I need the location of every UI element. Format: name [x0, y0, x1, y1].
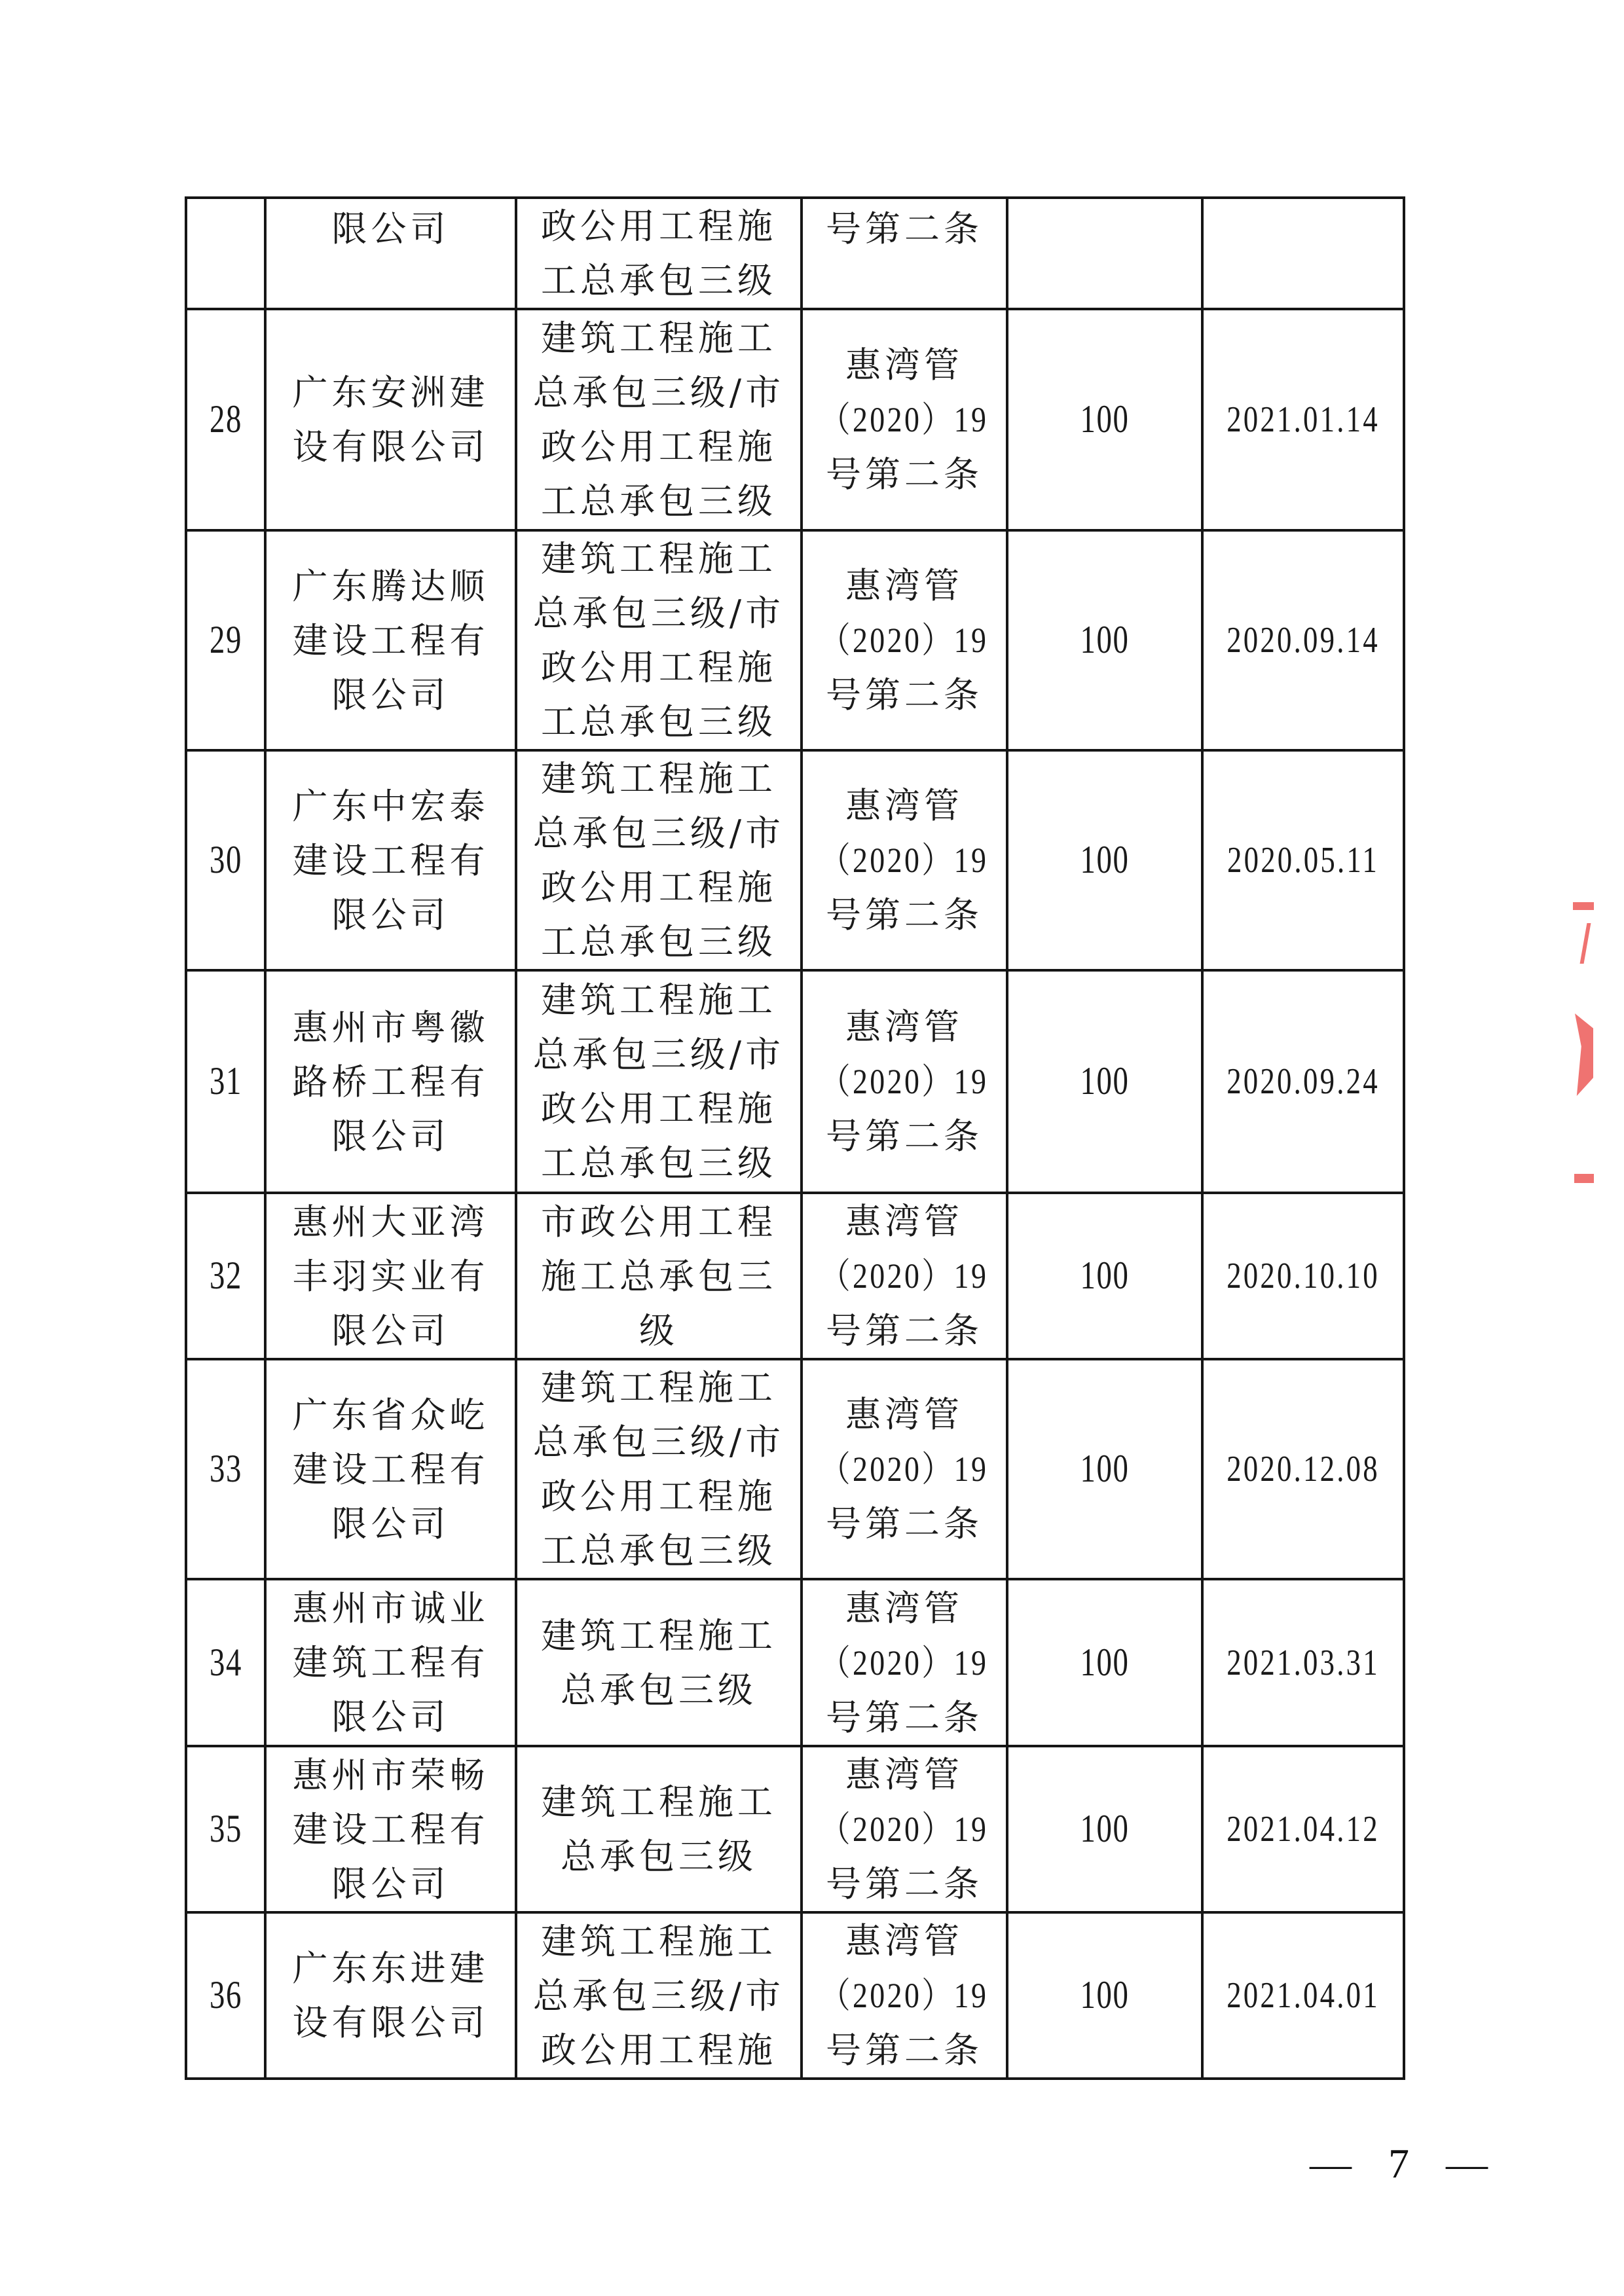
cell-score [1007, 198, 1202, 309]
score-value: 100 [1080, 1807, 1130, 1850]
basis-line: 号第二条 [826, 1310, 983, 1351]
cell-date [1202, 1359, 1404, 1579]
cell-company [265, 1746, 516, 1912]
date-value: 2021.01.14 [1227, 399, 1380, 440]
date-value: 2020.09.14 [1227, 620, 1380, 661]
cell-date [1202, 198, 1404, 309]
qualification-line: 政公用工程施 [541, 206, 777, 247]
basis-line: 惠湾管 [845, 1587, 963, 1629]
basis-line: 惠湾管 [845, 785, 963, 826]
score-value: 100 [1080, 1640, 1130, 1684]
company-line: 广东安洲建 [292, 372, 489, 413]
company-line: 限公司 [331, 894, 450, 936]
qualification-line: 政公用工程施 [541, 647, 777, 688]
row-index: 34 [209, 1640, 242, 1684]
basis-line: 惠湾管 [845, 565, 963, 606]
page-number: — 7 — [1310, 2140, 1501, 2187]
basis-line: 惠湾管 [845, 1201, 963, 1242]
date-value: 2020.09.24 [1227, 1061, 1380, 1102]
qualification-line: 政公用工程施 [541, 1476, 777, 1517]
row-index: 29 [209, 618, 242, 661]
cell-score [1007, 750, 1202, 970]
score-value: 100 [1080, 1059, 1130, 1102]
cell-qualification [516, 309, 802, 530]
score-value: 100 [1080, 397, 1130, 441]
cell-qualification [516, 1359, 802, 1579]
company-line: 广东腾达顺 [292, 565, 489, 607]
row-index: 32 [209, 1254, 242, 1297]
qualification-line: 总承包三级/市 [532, 1421, 785, 1463]
cell-basis [802, 1359, 1007, 1579]
cell-company [265, 1912, 516, 2079]
basis-line: 号第二条 [826, 1116, 983, 1157]
basis-line: （2020）19 [820, 400, 989, 439]
company-line: 建设工程有 [292, 619, 489, 661]
cell-index [186, 198, 265, 309]
qualification-line: 工总承包三级 [541, 1530, 777, 1571]
score-value: 100 [1080, 1973, 1130, 2016]
basis-line: 号第二条 [826, 894, 983, 936]
cell-qualification [516, 530, 802, 750]
company-line: 建设工程有 [292, 1808, 489, 1850]
cell-company [265, 1579, 516, 1746]
cell-qualification [516, 1746, 802, 1912]
cell-score [1007, 1579, 1202, 1746]
row-index: 30 [209, 838, 242, 881]
cell-basis [802, 1579, 1007, 1746]
basis-line: （2020）19 [820, 621, 989, 660]
qualification-line: 建筑工程施工 [541, 979, 777, 1021]
row-index: 33 [209, 1447, 242, 1490]
table-row [186, 1193, 1404, 1359]
cell-basis [802, 1193, 1007, 1359]
cell-company [265, 309, 516, 530]
cell-qualification [516, 750, 802, 970]
table-row [186, 1912, 1404, 2079]
qualification-line: 工总承包三级 [541, 1142, 777, 1184]
cell-company [265, 970, 516, 1193]
cell-qualification [516, 1579, 802, 1746]
company-line: 惠州市荣畅 [292, 1754, 489, 1796]
row-index: 28 [209, 397, 242, 441]
row-index: 31 [209, 1059, 242, 1102]
cell-date [1202, 1746, 1404, 1912]
basis-line: （2020）19 [820, 1810, 989, 1849]
cell-basis [802, 309, 1007, 530]
table-row [186, 750, 1404, 970]
company-line: 惠州市粤徽 [292, 1006, 489, 1048]
red-seal-fragment [1573, 902, 1594, 910]
cell-date [1202, 750, 1404, 970]
red-seal-fragment [1574, 1174, 1594, 1183]
qualification-line: 建筑工程施工 [541, 1920, 777, 1962]
qualification-line: 总承包三级/市 [532, 592, 785, 634]
company-line: 建设工程有 [292, 1448, 489, 1490]
qualification-line: 总承包三级/市 [532, 1034, 785, 1075]
basis-line: 惠湾管 [845, 1754, 963, 1795]
cell-basis [802, 1912, 1007, 2079]
cell-score [1007, 1912, 1202, 2079]
cell-index [186, 750, 265, 970]
table-body [186, 198, 1404, 2079]
qualification-line: 政公用工程施 [541, 867, 777, 908]
table-row [186, 970, 1404, 1193]
qualification-line: 总承包三级/市 [532, 812, 785, 854]
row-index: 35 [209, 1807, 242, 1850]
qualification-line: 建筑工程施工 [541, 1367, 777, 1408]
company-line: 广东中宏泰 [292, 785, 489, 827]
basis-line: （2020）19 [820, 1062, 989, 1101]
cell-basis [802, 1746, 1007, 1912]
company-line: 路桥工程有 [292, 1061, 489, 1102]
cell-company [265, 1359, 516, 1579]
qualification-line: 级 [639, 1309, 678, 1351]
red-seal-fragment [1575, 1013, 1593, 1096]
cell-qualification [516, 198, 802, 309]
basis-line: 惠湾管 [845, 1920, 963, 1961]
score-value: 100 [1080, 618, 1130, 661]
score-value: 100 [1080, 1447, 1130, 1490]
company-line: 限公司 [331, 1863, 450, 1904]
company-line: 惠州大亚湾 [292, 1201, 489, 1243]
basis-line: 号第二条 [826, 2030, 983, 2071]
company-line: 广东省众屹 [292, 1394, 489, 1436]
cell-date [1202, 309, 1404, 530]
cell-basis [802, 750, 1007, 970]
table-row-continued [186, 198, 1404, 309]
cell-score [1007, 309, 1202, 530]
qualification-line: 市政公用工程 [541, 1201, 777, 1243]
qualification-line: 建筑工程施工 [541, 318, 777, 359]
cell-score [1007, 1746, 1202, 1912]
qualification-line: 工总承包三级 [541, 701, 777, 742]
company-line: 建筑工程有 [292, 1642, 489, 1683]
cell-qualification [516, 1193, 802, 1359]
basis-line: 号第二条 [826, 674, 983, 716]
company-line: 限公司 [331, 1696, 450, 1738]
qualification-line: 工总承包三级 [541, 921, 777, 962]
cell-basis [802, 530, 1007, 750]
qualification-line: 建筑工程施工 [541, 758, 777, 799]
company-line: 限公司 [331, 1309, 450, 1351]
cell-basis [802, 970, 1007, 1193]
cell-index [186, 970, 265, 1193]
qualification-line: 政公用工程施 [541, 1088, 777, 1129]
company-line: 限公司 [331, 1503, 450, 1544]
qualification-line: 总承包三级/市 [532, 372, 785, 413]
company-line: 广东东进建 [292, 1948, 489, 1989]
cell-index [186, 1359, 265, 1579]
company-line: 惠州市诚业 [292, 1588, 489, 1629]
cell-index [186, 1579, 265, 1746]
qualification-line: 总承包三级 [561, 1836, 757, 1877]
basis-line: 惠湾管 [845, 1394, 963, 1435]
date-value: 2020.05.11 [1227, 840, 1379, 881]
cell-date [1202, 530, 1404, 750]
cell-basis [802, 198, 1007, 309]
date-value: 2020.10.10 [1227, 1256, 1380, 1296]
cell-index [186, 1746, 265, 1912]
company-line: 丰羽实业有 [292, 1255, 489, 1297]
cell-index [186, 1912, 265, 2079]
red-seal-fragment [1580, 923, 1591, 964]
basis-line: （2020）19 [820, 1643, 989, 1683]
company-line: 限公司 [331, 208, 450, 249]
cell-score [1007, 970, 1202, 1193]
qualification-line: 工总承包三级 [541, 260, 777, 301]
basis-line: 号第二条 [826, 208, 983, 249]
cell-date [1202, 1912, 1404, 2079]
qualification-line: 总承包三级/市 [532, 1975, 785, 2016]
cell-index [186, 530, 265, 750]
qualification-line: 建筑工程施工 [541, 1781, 777, 1823]
company-line: 限公司 [331, 1115, 450, 1157]
basis-line: （2020）19 [820, 841, 989, 880]
cell-date [1202, 970, 1404, 1193]
score-value: 100 [1080, 838, 1130, 881]
table-row [186, 1746, 1404, 1912]
basis-line: 号第二条 [826, 1503, 983, 1544]
cell-qualification [516, 1912, 802, 2079]
cell-qualification [516, 970, 802, 1193]
table-row [186, 1359, 1404, 1579]
qualification-line: 政公用工程施 [541, 426, 777, 467]
cell-date [1202, 1579, 1404, 1746]
qualification-line: 政公用工程施 [541, 2029, 777, 2071]
date-value: 2020.12.08 [1227, 1449, 1380, 1489]
cell-company [265, 198, 516, 309]
basis-line: （2020）19 [820, 1976, 989, 2015]
cell-index [186, 309, 265, 530]
qualification-line: 建筑工程施工 [541, 1614, 777, 1656]
table-row [186, 1579, 1404, 1746]
qualification-line: 建筑工程施工 [541, 538, 777, 579]
cell-company [265, 530, 516, 750]
cell-company [265, 750, 516, 970]
qualification-line: 工总承包三级 [541, 481, 777, 522]
date-value: 2021.04.01 [1227, 1975, 1380, 2016]
cell-company [265, 1193, 516, 1359]
score-value: 100 [1080, 1254, 1130, 1297]
date-value: 2021.03.31 [1227, 1642, 1380, 1683]
basis-line: 号第二条 [826, 1863, 983, 1904]
basis-line: 惠湾管 [845, 344, 963, 386]
basis-line: （2020）19 [820, 1256, 989, 1296]
cell-date [1202, 1193, 1404, 1359]
basis-line: 号第二条 [826, 454, 983, 495]
cell-score [1007, 530, 1202, 750]
basis-line: 惠湾管 [845, 1006, 963, 1048]
company-line: 设有限公司 [292, 426, 489, 467]
company-line: 建设工程有 [292, 839, 489, 881]
row-index: 36 [209, 1973, 242, 2016]
company-line: 限公司 [331, 674, 450, 716]
cell-index [186, 1193, 265, 1359]
table-row [186, 530, 1404, 750]
date-value: 2021.04.12 [1227, 1809, 1380, 1850]
qualification-line: 总承包三级 [561, 1669, 757, 1711]
company-line: 设有限公司 [292, 2002, 489, 2043]
cell-score [1007, 1193, 1202, 1359]
basis-line: （2020）19 [820, 1449, 989, 1489]
qualification-line: 施工总承包三 [541, 1255, 777, 1297]
enterprise-score-table [185, 196, 1405, 2080]
table-row [186, 309, 1404, 530]
basis-line: 号第二条 [826, 1696, 983, 1738]
cell-score [1007, 1359, 1202, 1579]
